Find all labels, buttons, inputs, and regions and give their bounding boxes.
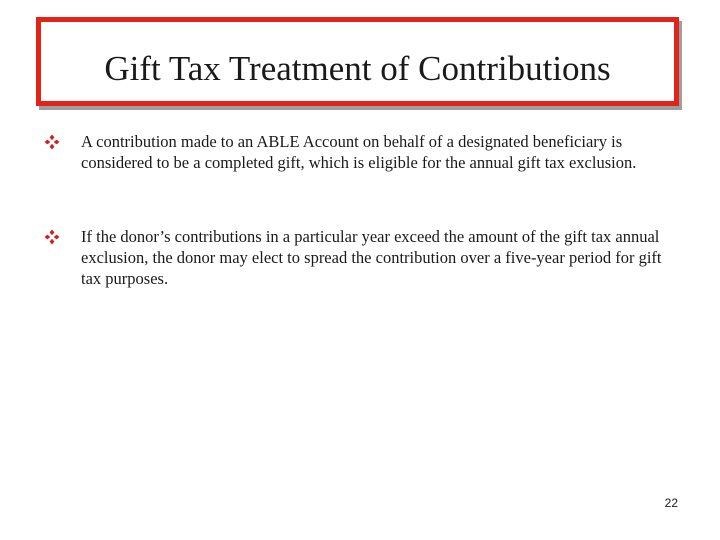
page-number: 22 [664,496,678,510]
diamond-bullet-icon [44,134,60,150]
bullet-item [44,131,664,173]
title-box [36,17,679,106]
slide-title: Gift Tax Treatment of Contributions [104,49,611,88]
bullet-item [44,226,664,289]
bullet-text: If the donor’s contributions in a particular year exceed the amount of the gift tax annual exclusion, the donor may elect to spread the contribution over a five-year period for gift tax purposes. [81,227,662,288]
diamond-bullet-icon [44,229,60,245]
bullet-text: A contribution made to an ABLE Account on behalf of a designated beneficiary is considered to be a completed gift, which is eligible for the annual gift tax exclusion. [81,132,637,172]
